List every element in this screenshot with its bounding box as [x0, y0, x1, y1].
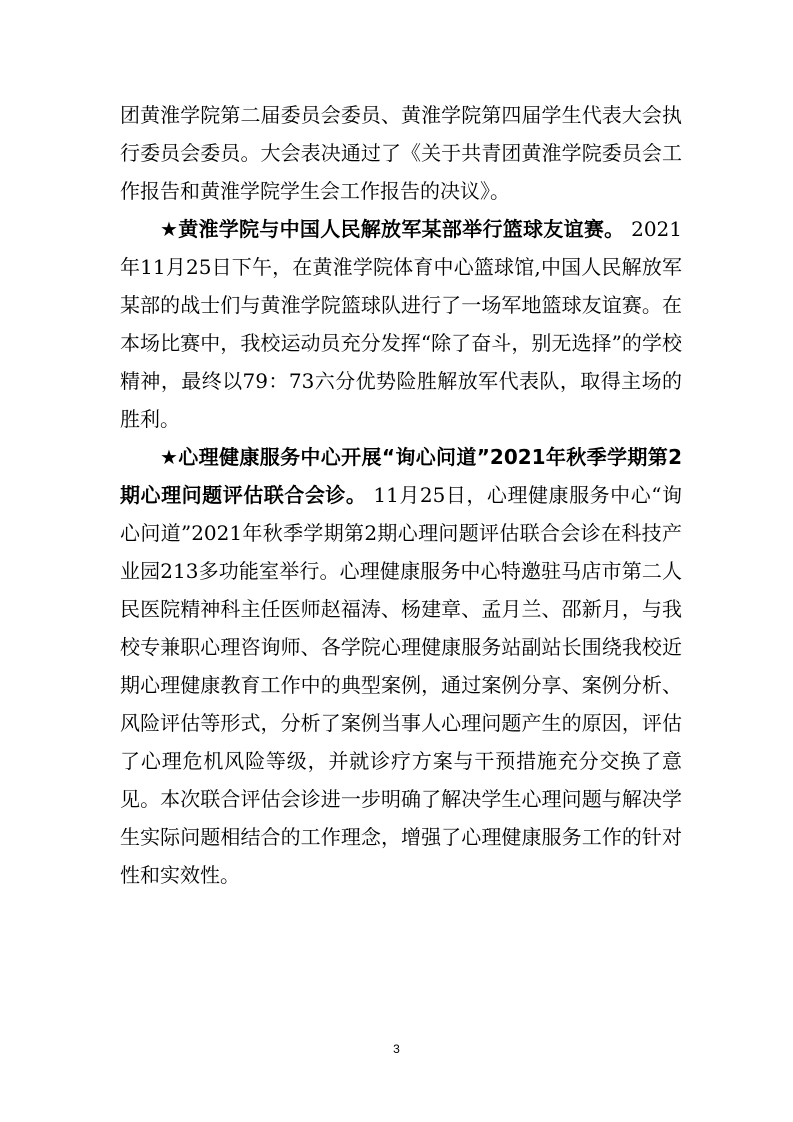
psychology-news-body: 11月25日，心理健康服务中心“询心问道”2021年秋季学期第2期心理问题评估联合会诊在科技产业园213多功能室举行。心理健康服务中心特邀驻马店市第二人民医院精神科主任医师赵福涛、杨建章、孟月兰、邵新月，与我校专兼职心理咨询师、各学院心理健康服务站副站长围绕我校近期心理健康教育工作中的典型案例，通过案例分享、案例分析、风险评估等形式，分析了案例当事人心理问题产生的原因，评估了心理危机风险等级，并就诊疗方案与干预措施充分交换了意见。本次联合评估会诊进一步明确了解决学生心理问题与解决学生实际问题相结合的工作理念，增强了心理健康服务工作的针对性和实效性。 — [120, 483, 682, 887]
paragraph-continuation-text: 团黄淮学院第二届委员会委员、黄淮学院第四届学生代表大会执行委员会委员。大会表决通过了《关于共青团黄淮学院委员会工作报告和黄淮学院学生会工作报告的决议》。 — [120, 103, 682, 203]
psychology-news-heading: ★心理健康服务中心开展“询心问道”2021年秋季学期第2期心理问题评估联合会诊。 — [120, 445, 682, 507]
basketball-news-heading: ★黄淮学院与中国人民解放军某部举行篮球友谊赛。 — [160, 217, 625, 241]
basketball-news-body: 2021年11月25日下午，在黄淮学院体育中心篮球馆,中国人民解放军某部的战士们与黄淮学院篮球队进行了一场军地篮球友谊赛。在本场比赛中，我校运动员充分发挥“除了奋斗，别无选择”的学校精神，最终以79：73六分优势险胜解放军代表队，取得主场的胜利。 — [120, 217, 682, 431]
document-body — [120, 96, 682, 894]
paragraph-psychology-news — [120, 438, 682, 894]
paragraph-basketball-news — [120, 210, 682, 438]
page-number: 3 — [393, 1042, 400, 1056]
paragraph-continuation — [120, 96, 682, 210]
